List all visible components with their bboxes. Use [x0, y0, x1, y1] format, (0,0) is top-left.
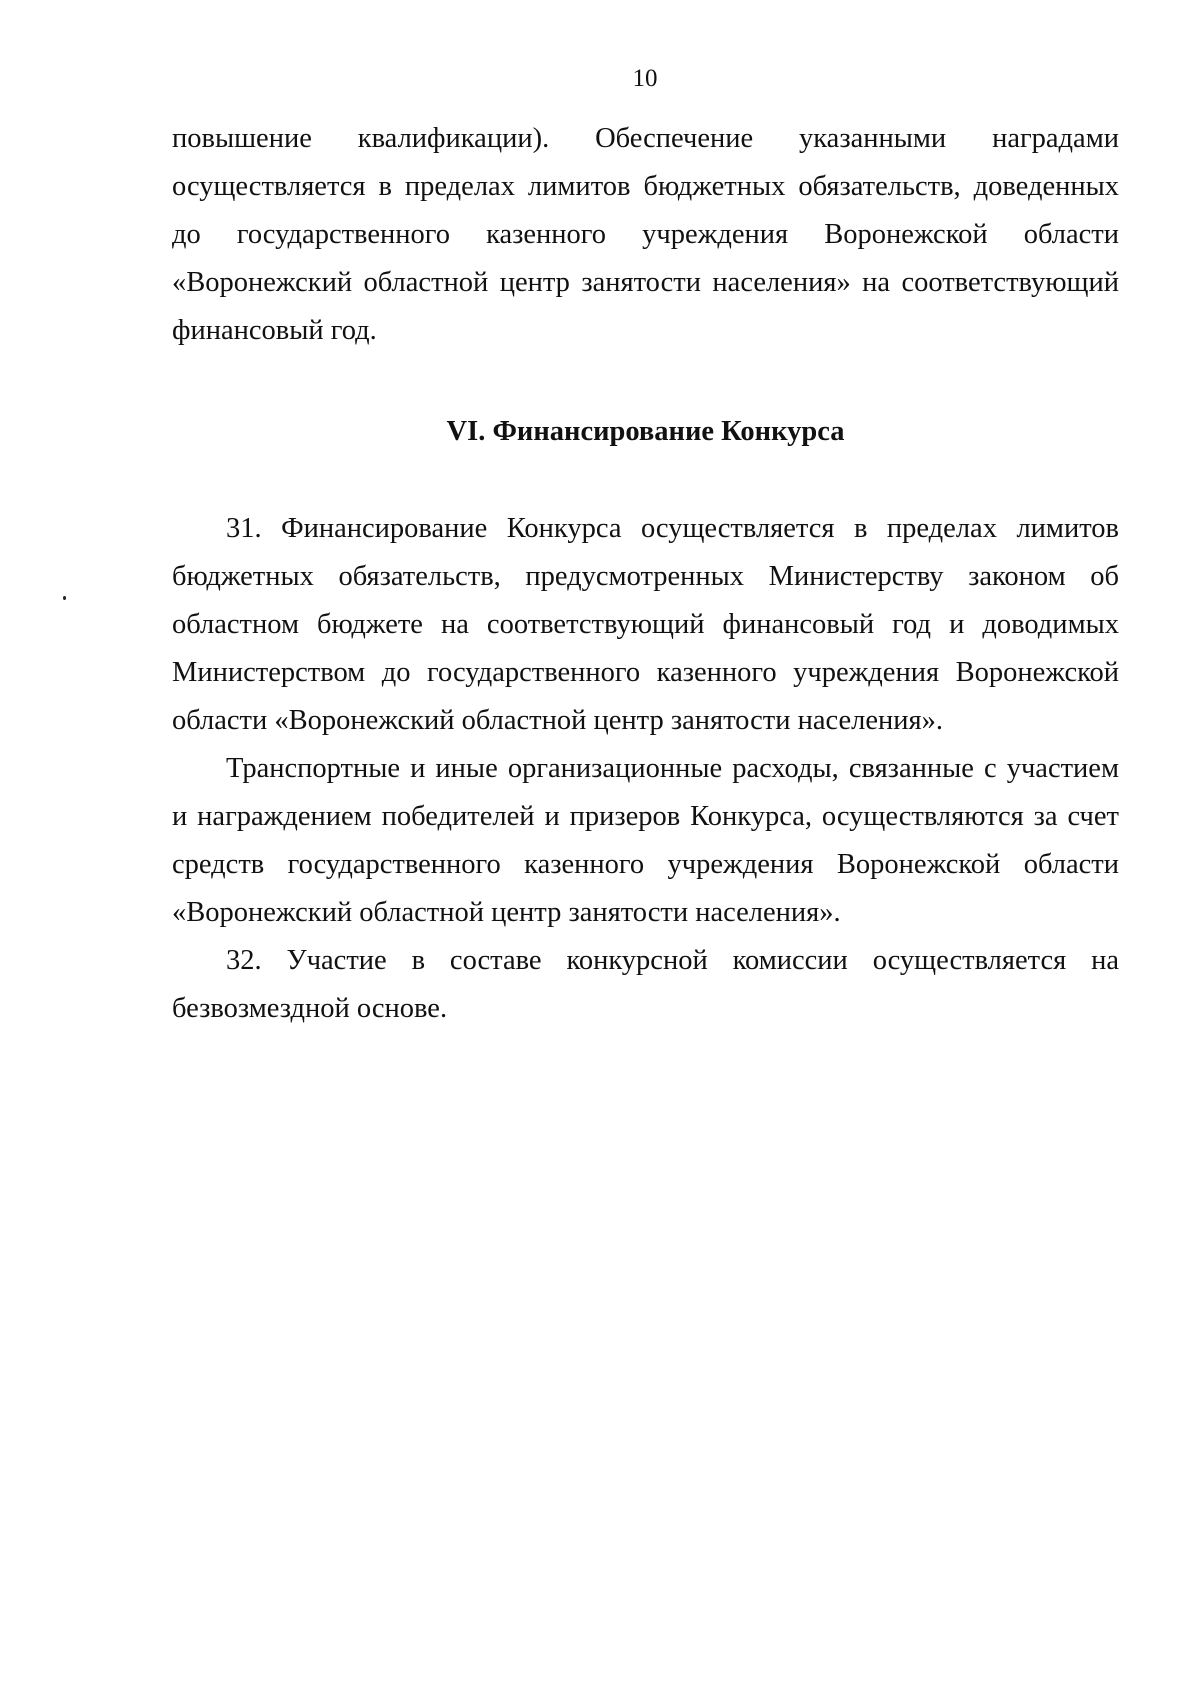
- paragraph-32: 32. Участие в составе конкурсной комиссии осуществляется на безвозмездной основе.: [172, 945, 1119, 1024]
- section-heading: VI. Финансирование Конкурса: [446, 416, 845, 447]
- scan-speck: [63, 596, 66, 600]
- paragraph-continuation: повышение квалификации). Обеспечение указанными наградами осуществляется в пределах лимитов бюджетных обязательств, доведенных до государственного казенного учреждения Воронежской области «Воронежский областной центр занятости населения» на соответствующий финансовый год.: [172, 123, 1119, 346]
- continuation-text: [172, 115, 1119, 355]
- paragraph-31: 31. Финансирование Конкурса осуществляется в пределах лимитов бюджетных обязательств, предусмотренных Министерству законом об областном бюджете на соответствующий финансовый год и доводимых Министерством до государственного казенного учреждения Воронежской области «Воронежский областной центр занятости населения».: [172, 513, 1119, 736]
- section-body: [172, 505, 1119, 1033]
- paragraph-transport-expenses: Транспортные и иные организационные расходы, связанные с участием и награждением победителей и призеров Конкурса, осуществляются за счет средств государственного казенного учреждения Воронежской области «Воронежский областной центр занятости населения».: [172, 753, 1119, 928]
- page-number: 10: [632, 65, 658, 92]
